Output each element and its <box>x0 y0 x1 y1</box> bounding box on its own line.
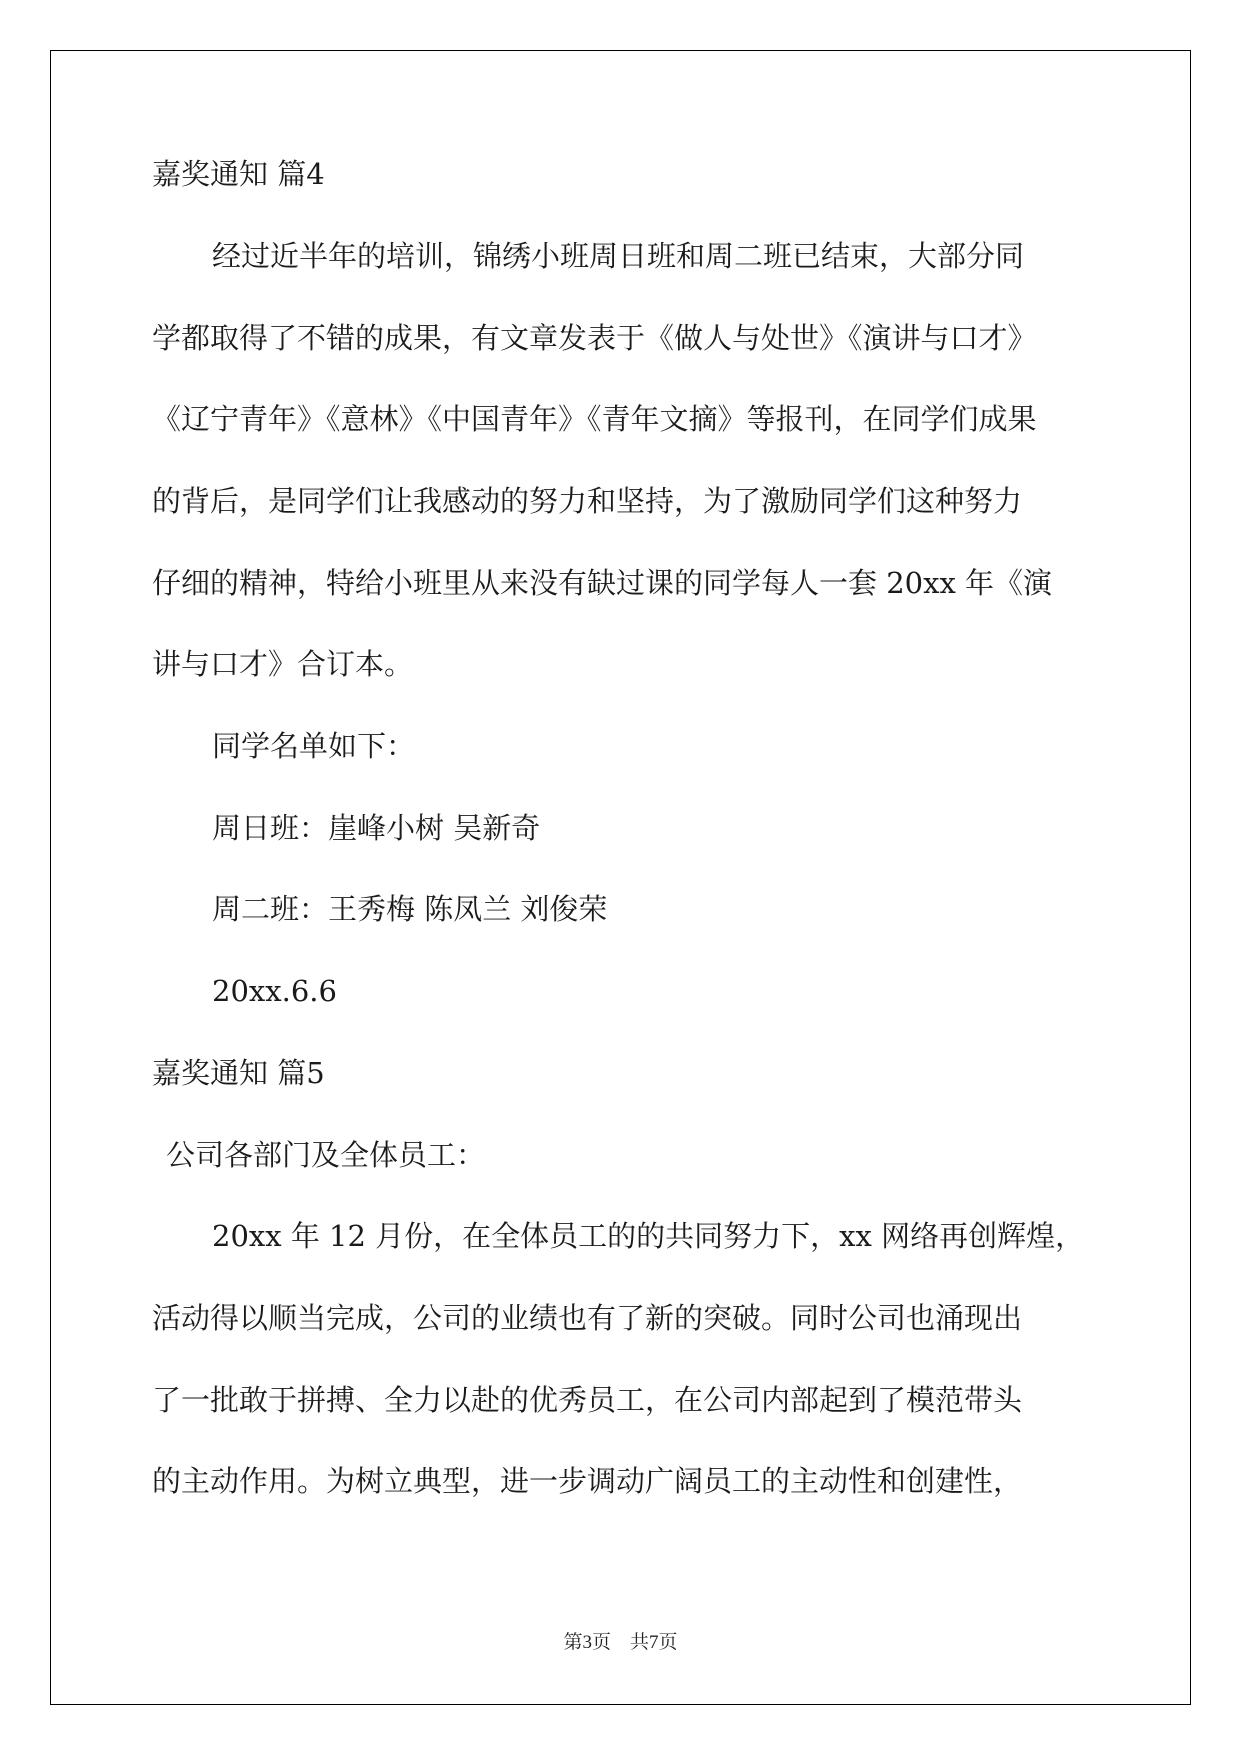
heading-section-5: 嘉奖通知 篇5 <box>152 1056 325 1090</box>
notice-date: 20xx.6.6 <box>212 974 337 1008</box>
tuesday-class-list: 周二班：王秀梅 陈凤兰 刘俊荣 <box>212 892 608 926</box>
paragraph-1-line-6: 讲与口才》合订本。 <box>152 647 414 681</box>
paragraph-1-line-3: 《辽宁青年》《意林》《中国青年》《青年文摘》等报刊，在同学们成果 <box>152 402 1037 436</box>
paragraph-1-line-2: 学都取得了不错的成果，有文章发表于《做人与处世》《演讲与口才》 <box>152 321 1037 355</box>
paragraph-2-line-3: 了一批敢于拼搏、全力以赴的优秀员工，在公司内部起到了模范带头 <box>152 1383 1023 1417</box>
salutation: 公司各部门及全体员工： <box>166 1138 486 1172</box>
paragraph-1-line-4: 的背后，是同学们让我感动的努力和坚持，为了激励同学们这种努力 <box>152 484 1023 518</box>
list-intro: 同学名单如下： <box>212 729 416 763</box>
sunday-class-list: 周日班：崖峰小树 吴新奇 <box>212 811 541 845</box>
paragraph-1-line-1: 经过近半年的培训，锦绣小班周日班和周二班已结束，大部分同 <box>212 239 1025 273</box>
page-border <box>50 50 1191 1705</box>
paragraph-2-line-2: 活动得以顺当完成，公司的业绩也有了新的突破。同时公司也涌现出 <box>152 1301 1023 1335</box>
heading-section-4: 嘉奖通知 篇4 <box>152 157 325 191</box>
paragraph-2-line-4: 的主动作用。为树立典型，进一步调动广阔员工的主动性和创建性， <box>152 1464 1023 1498</box>
paragraph-1-line-5: 仔细的精神，特给小班里从来没有缺过课的同学每人一套 20xx 年《演 <box>152 566 1053 600</box>
page-footer: 第3页 共7页 <box>563 1632 678 1653</box>
paragraph-2-line-1: 20xx 年 12 月份，在全体员工的的共同努力下，xx 网络再创辉煌， <box>212 1219 1085 1253</box>
